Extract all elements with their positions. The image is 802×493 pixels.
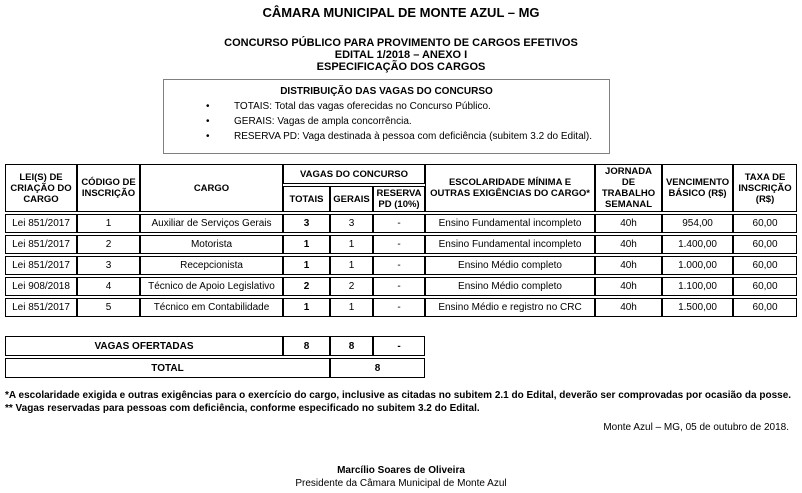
summary-vagas-label: VAGAS OFERTADAS (5, 336, 283, 356)
cell-cargo: Motorista (140, 235, 283, 254)
header-gerais: GERAIS (330, 186, 373, 212)
footnote-reserva: ** Vagas reservadas para pessoas com deficiência, conforme especificado no subitem 3.2 do Edital. (5, 403, 480, 414)
cell-vencimento: 1.000,00 (662, 256, 733, 275)
cell-gerais: 3 (330, 214, 373, 233)
cell-cargo: Técnico em Contabilidade (140, 298, 283, 317)
cell-vencimento: 1.100,00 (662, 277, 733, 296)
header-lei: LEI(S) DE CRIAÇÃO DO CARGO (5, 164, 77, 212)
bullet-text-reserva: RESERVA PD: Vaga destinada à pessoa com deficiência (subitem 3.2 do Edital). (234, 131, 592, 142)
cell-totais: 2 (283, 277, 330, 296)
cell-escolaridade: Ensino Médio e registro no CRC (425, 298, 595, 317)
cell-taxa: 60,00 (733, 214, 797, 233)
list-item (206, 131, 603, 143)
subtitle-line-1: CONCURSO PÚBLICO PARA PROVIMENTO DE CARGOS EFETIVOS (224, 37, 578, 49)
cell-escolaridade: Ensino Fundamental incompleto (425, 235, 595, 254)
summary-row-vagas (5, 336, 425, 356)
footnote-escolaridade: *A escolaridade exigida e outras exigências para o exercício do cargo, inclusive as citadas no subitem 2.1 do Edital, deverão ser comprovadas por ocasião da posse. (5, 390, 792, 401)
signature-name: Marcílio Soares de Oliveira (337, 465, 465, 476)
cell-jornada: 40h (595, 298, 662, 317)
cell-totais: 1 (283, 256, 330, 275)
cell-jornada: 40h (595, 235, 662, 254)
cell-reserva: - (373, 298, 425, 317)
cell-escolaridade: Ensino Médio completo (425, 277, 595, 296)
cell-reserva: - (373, 256, 425, 275)
cell-totais: 3 (283, 214, 330, 233)
bullet-icon: • (206, 116, 210, 127)
summary-vagas-totais: 8 (283, 336, 330, 356)
summary-vagas-reserva: - (373, 336, 425, 356)
cell-cargo: Técnico de Apoio Legislativo (140, 277, 283, 296)
document-subtitle (0, 37, 802, 73)
table-row (5, 235, 797, 254)
cell-codigo: 3 (77, 256, 140, 275)
distribution-box-title: DISTRIBUIÇÃO DAS VAGAS DO CONCURSO (280, 86, 493, 97)
cell-vencimento: 1.500,00 (662, 298, 733, 317)
summary-vagas-gerais: 8 (330, 336, 373, 356)
cell-codigo: 2 (77, 235, 140, 254)
signature-block (0, 464, 802, 490)
cell-lei: Lei 851/2017 (5, 298, 77, 317)
positions-table (5, 162, 797, 319)
signature-role: Presidente da Câmara Municipal de Monte Azul (295, 478, 507, 489)
header-vencimento: VENCIMENTO BÁSICO (R$) (662, 164, 733, 212)
subtitle-line-3: ESPECIFICAÇÃO DOS CARGOS (316, 61, 486, 73)
cell-codigo: 4 (77, 277, 140, 296)
table-row (5, 256, 797, 275)
cell-codigo: 5 (77, 298, 140, 317)
cell-gerais: 1 (330, 298, 373, 317)
document-title: CÂMARA MUNICIPAL DE MONTE AZUL – MG (262, 5, 540, 20)
date-line: Monte Azul – MG, 05 de outubro de 2018. (603, 422, 789, 433)
bullet-text-totais: TOTAIS: Total das vagas oferecidas no Concurso Público. (234, 101, 491, 112)
cell-vencimento: 954,00 (662, 214, 733, 233)
cell-totais: 1 (283, 298, 330, 317)
cell-escolaridade: Ensino Fundamental incompleto (425, 214, 595, 233)
cell-lei: Lei 851/2017 (5, 214, 77, 233)
cell-gerais: 1 (330, 256, 373, 275)
cell-jornada: 40h (595, 214, 662, 233)
bullet-text-gerais: GERAIS: Vagas de ampla concorrência. (234, 116, 412, 127)
cell-taxa: 60,00 (733, 256, 797, 275)
cell-taxa: 60,00 (733, 235, 797, 254)
table-header-row (5, 164, 797, 184)
cell-taxa: 60,00 (733, 277, 797, 296)
cell-reserva: - (373, 235, 425, 254)
distribution-box (163, 79, 610, 154)
summary-table (5, 334, 425, 380)
bullet-icon: • (206, 101, 210, 112)
cell-lei: Lei 851/2017 (5, 256, 77, 275)
table-row (5, 298, 797, 317)
bullet-icon: • (206, 131, 210, 142)
cell-cargo: Recepcionista (140, 256, 283, 275)
cell-cargo: Auxiliar de Serviços Gerais (140, 214, 283, 233)
table-row (5, 214, 797, 233)
header-reserva: RESERVA PD (10%) (373, 186, 425, 212)
header-taxa: TAXA DE INSCRIÇÃO (R$) (733, 164, 797, 212)
header-cargo: CARGO (140, 164, 283, 212)
summary-total-value: 8 (330, 358, 425, 378)
cell-reserva: - (373, 277, 425, 296)
header-vagas-group: VAGAS DO CONCURSO (283, 164, 425, 184)
cell-codigo: 1 (77, 214, 140, 233)
cell-reserva: - (373, 214, 425, 233)
summary-total-label: TOTAL (5, 358, 330, 378)
summary-row-total (5, 358, 425, 378)
cell-jornada: 40h (595, 256, 662, 275)
cell-vencimento: 1.400,00 (662, 235, 733, 254)
header-codigo: CÓDIGO DE INSCRIÇÃO (77, 164, 140, 212)
subtitle-line-2: EDITAL 1/2018 – ANEXO I (334, 49, 468, 61)
cell-lei: Lei 908/2018 (5, 277, 77, 296)
table-row (5, 277, 797, 296)
list-item (206, 116, 603, 128)
cell-totais: 1 (283, 235, 330, 254)
cell-jornada: 40h (595, 277, 662, 296)
header-totais: TOTAIS (283, 186, 330, 212)
list-item (206, 101, 603, 113)
footnotes (5, 389, 797, 415)
cell-gerais: 1 (330, 235, 373, 254)
cell-lei: Lei 851/2017 (5, 235, 77, 254)
header-jornada: JORNADA DE TRABALHO SEMANAL (595, 164, 662, 212)
cell-gerais: 2 (330, 277, 373, 296)
cell-taxa: 60,00 (733, 298, 797, 317)
header-escolaridade: ESCOLARIDADE MÍNIMA E OUTRAS EXIGÊNCIAS DO CARGO* (425, 164, 595, 212)
cell-escolaridade: Ensino Médio completo (425, 256, 595, 275)
